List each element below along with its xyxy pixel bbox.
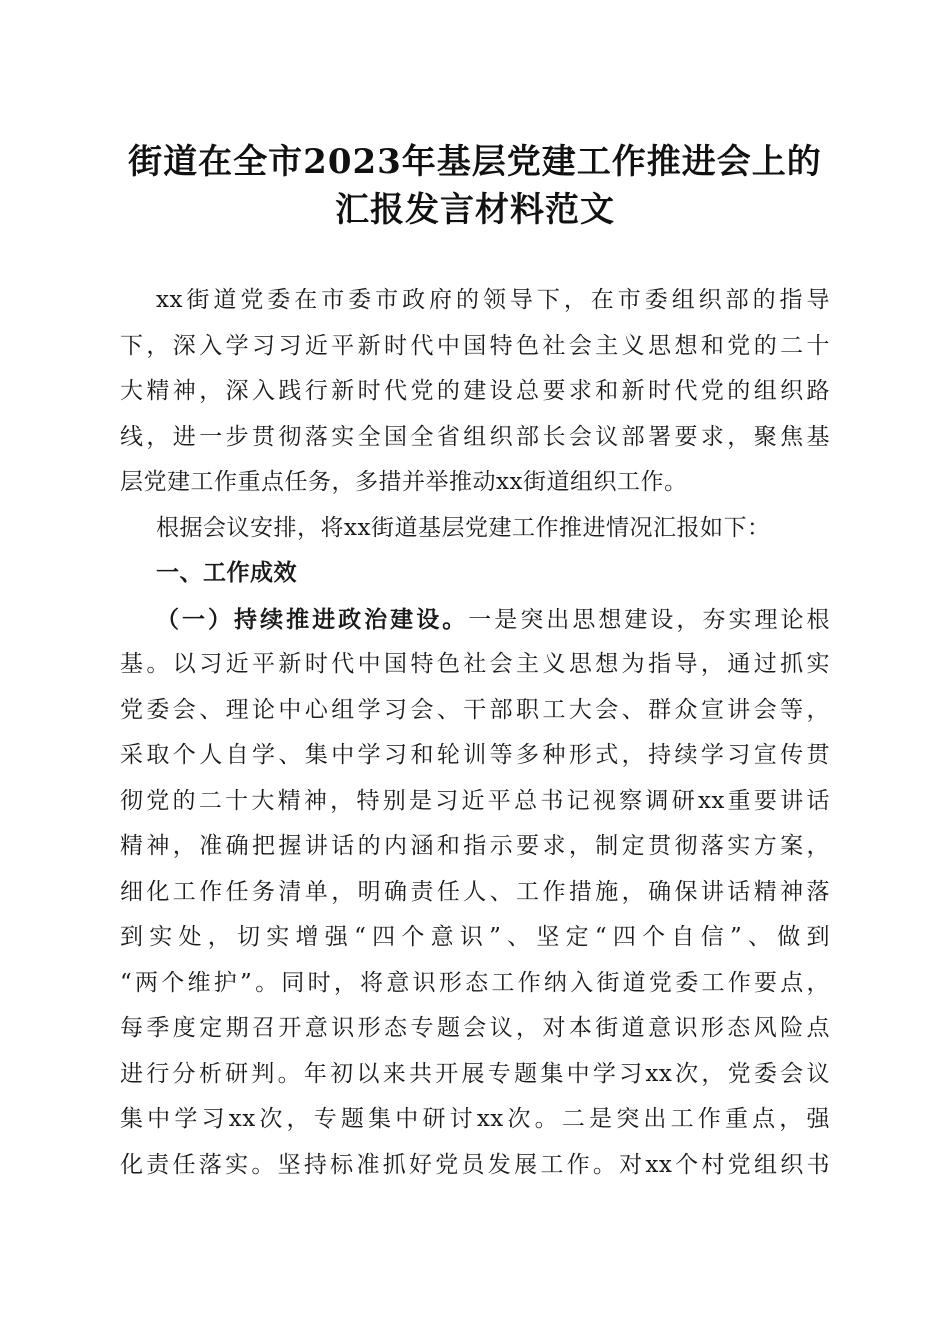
paragraph-3-line-12: 集中学习xx次，专题集中研讨xx次。二是突出工作重点，强	[120, 1106, 830, 1132]
paragraph-1-line-1: xx街道党委在市委市政府的领导下，在市委组织部的指导	[156, 287, 830, 313]
subsection-1-label: （一）持续推进政治建设。	[156, 605, 469, 633]
document-body	[120, 278, 830, 1188]
paragraph-3-line-1-text: 一是突出思想建设，夯实理论根	[468, 606, 831, 633]
paragraph-3-line-2: 基。以习近平新时代中国特色社会主义思想为指导，通过抓实	[120, 651, 830, 677]
paragraph-3-line-4: 采取个人自学、集中学习和轮训等多种形式，持续学习宣传贯	[120, 742, 830, 768]
paragraph-3-line-8: 到实处，切实增强“四个意识”、坚定“四个自信”、做到	[120, 924, 830, 950]
paragraph-1-line-4: 线，进一步贯彻落实全国全省组织部长会议部署要求，聚焦基	[120, 423, 830, 450]
paragraph-3-line-6: 精神，准确把握讲话的内涵和指示要求，制定贯彻落实方案，	[120, 833, 830, 859]
paragraph-1-line-3: 大精神，深入践行新时代党的建设总要求和新时代党的组织路	[120, 378, 830, 404]
paragraph-3-line-11: 进行分析研判。年初以来共开展专题集中学习xx次，党委会议	[120, 1060, 830, 1087]
paragraph-2: 根据会议安排，将xx街道基层党建工作推进情况汇报如下：	[156, 514, 771, 541]
section-1-heading: 一、工作成效	[156, 560, 297, 586]
paragraph-3-line-5: 彻党的二十大精神，特别是习近平总书记视察调研xx重要讲话	[120, 787, 830, 814]
paragraph-1-line-2: 下，深入学习习近平新时代中国特色社会主义思想和党的二十	[120, 332, 830, 359]
paragraph-3-line-3: 党委会、理论中心组学习会、干部职工大会、群众宣讲会等，	[120, 696, 830, 723]
document-title-line-2: 汇报发言材料范文	[335, 190, 615, 230]
paragraph-3-line-13: 化责任落实。坚持标准抓好党员发展工作。对xx个村党组织书	[120, 1151, 830, 1178]
paragraph-3-line-1	[120, 597, 830, 643]
paragraph-1-line-5: 层党建工作重点任务，多措并举推动xx街道组织工作。	[120, 469, 688, 495]
paragraph-3-line-10: 每季度定期召开意识形态专题会议，对本街道意识形态风险点	[120, 1015, 830, 1041]
paragraph-3-line-7: 细化工作任务清单，明确责任人、工作措施，确保讲话精神落	[120, 878, 830, 905]
paragraph-3-line-9: “两个维护”。同时，将意识形态工作纳入街道党委工作要点，	[120, 969, 830, 996]
document-title-line-1: 街道在全市2023年基层党建工作推进会上的	[128, 142, 822, 182]
